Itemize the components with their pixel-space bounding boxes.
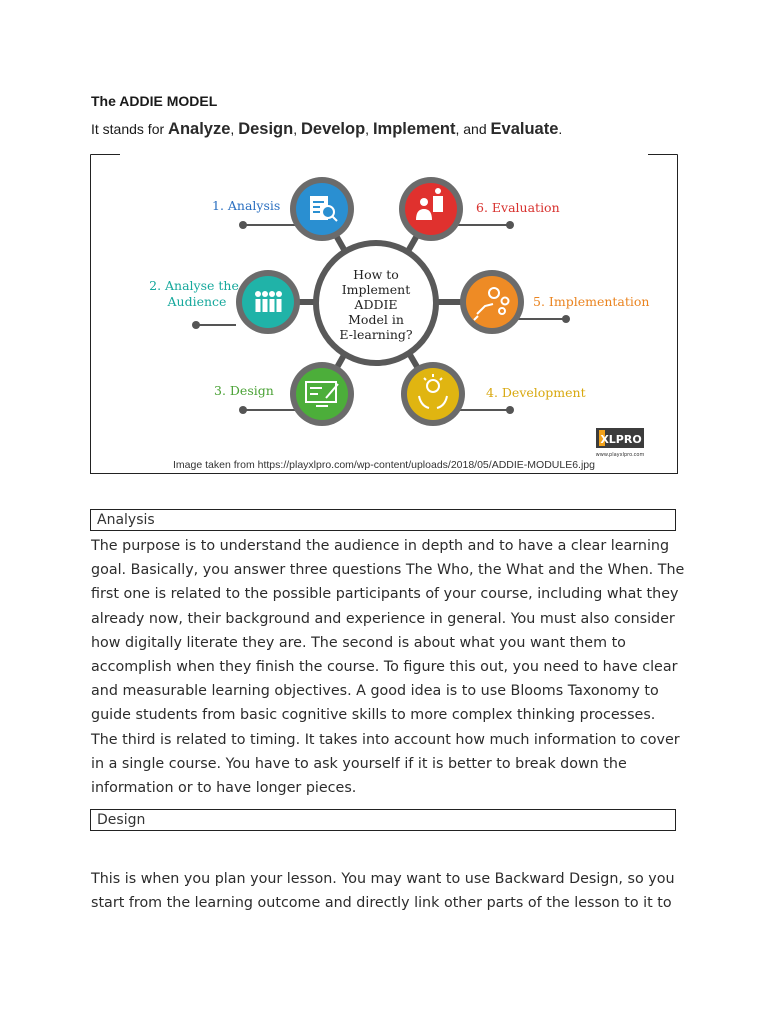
document-title: The ADDIE MODEL	[91, 93, 218, 109]
step-audience-circle	[242, 276, 294, 328]
center-line-1: How to	[353, 267, 399, 282]
step-implementation-label-line: 5. Implementation	[533, 294, 650, 309]
step-evaluation	[399, 177, 560, 241]
step-analysis-label	[212, 198, 280, 213]
center-line-4: Model in	[348, 312, 404, 327]
and-word: and	[463, 121, 487, 137]
term-analyze: Analyze	[168, 120, 231, 138]
step-evaluation-label	[476, 200, 560, 215]
step-design	[214, 362, 354, 426]
step-implementation	[460, 270, 649, 334]
section-heading-design: Design	[90, 809, 676, 831]
step-design-label-line: 3. Design	[214, 383, 274, 398]
step-implementation-label	[533, 294, 649, 309]
center-line-3: ADDIE	[354, 297, 398, 312]
step-audience-label-line-2: Audience	[167, 294, 227, 309]
term-implement: Implement	[372, 120, 456, 138]
step-development	[401, 362, 586, 426]
step-evaluation-label-line: 6. Evaluation	[476, 200, 560, 215]
intro-line: It stands for Analyze, Design, Develop, Implement, and Evaluate.	[91, 120, 563, 138]
intro-prefix: It stands for	[91, 121, 165, 137]
xlpro-logo	[596, 428, 645, 458]
design-paragraph: This is when you plan your lesson. You may want to use Backward Design, so you start from the learning outcome and directly link other parts of the lesson to it to	[91, 871, 675, 912]
image-credit: Image taken from https://playxlpro.com/wp-content/uploads/2018/05/ADDIE-MODULE6.jpg	[173, 459, 595, 471]
center-line-5: E-learning?	[339, 327, 413, 342]
step-design-circle	[296, 368, 348, 420]
addie-diagram	[90, 154, 678, 474]
addie-diagram-figure	[90, 154, 678, 474]
section-heading-analysis: Analysis	[90, 509, 676, 531]
xlpro-logo-text: XLPRO	[600, 433, 642, 446]
step-audience-label-line-1: 2. Analyse the	[149, 278, 239, 293]
step-design-label	[214, 383, 274, 398]
step-implementation-circle	[466, 276, 518, 328]
step-analysis-label-line: 1. Analysis	[212, 198, 281, 213]
term-evaluate: Evaluate	[490, 120, 559, 138]
term-develop: Develop	[300, 120, 366, 138]
step-development-label	[486, 385, 586, 400]
step-evaluation-circle	[405, 183, 457, 235]
step-analysis	[212, 177, 354, 241]
step-development-label-line: 4. Development	[486, 385, 586, 400]
xlpro-logo-url: www.playxlpro.com	[595, 452, 645, 458]
step-audience	[149, 270, 300, 334]
analysis-paragraph: The purpose is to understand the audience in depth and to have a clear learning goal. Basically, you answer three questions The Who, the What and the When. The first one is related to the possible participants of your course, including what they already now, their background and experience in general. You must also consider how digitally literate they are. The second is about what you want them to accomplish when they finish the course. To figure this out, you need to have clear and measurable learning objectives. A good idea is to use Blooms Taxonomy to guide students from basic cognitive skills to more complex thinking processes. The third is related to timing. It takes into account how much information to cover in a single course. You have to ask yourself if it is better to break down the information or to have longer pieces.	[91, 538, 685, 797]
term-design: Design	[238, 120, 294, 138]
center-line-2: Implement	[341, 282, 411, 297]
step-audience-label	[149, 278, 239, 309]
